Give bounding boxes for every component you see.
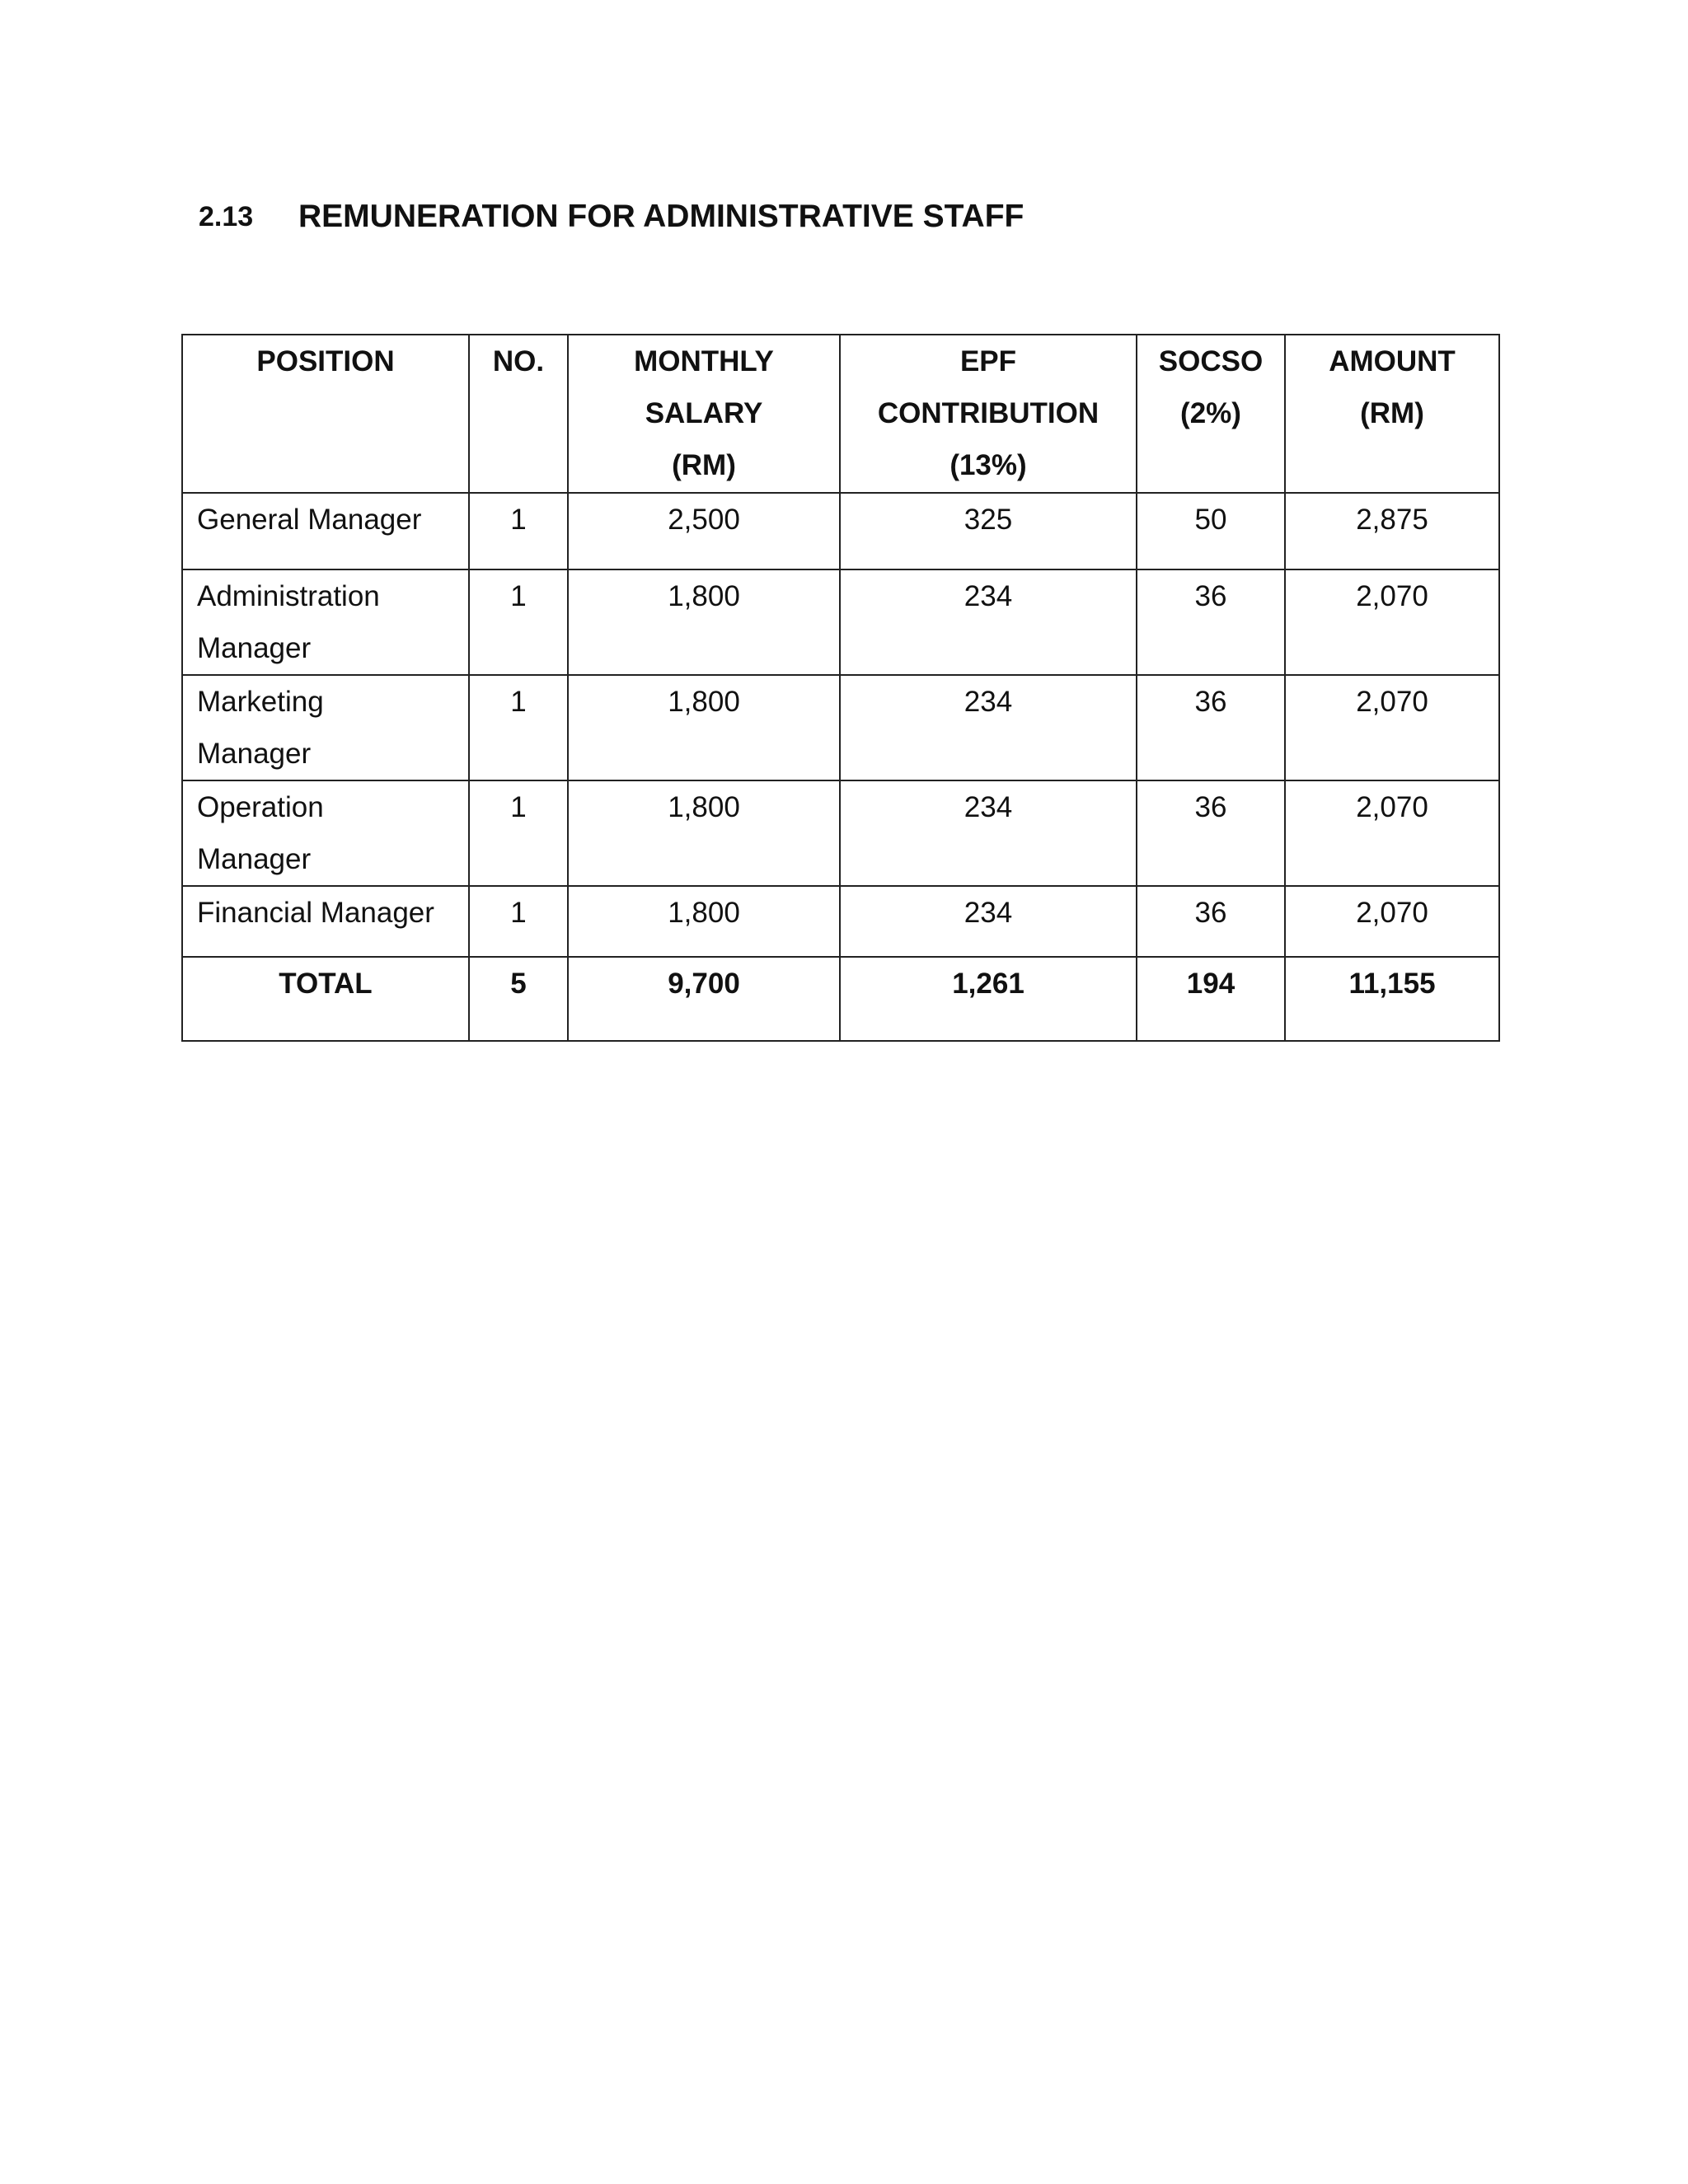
- position-cell: General Manager: [182, 493, 469, 569]
- salary-cell: 1,800: [568, 780, 840, 886]
- no-cell: 1: [469, 569, 568, 675]
- amount-cell: 2,070: [1285, 780, 1499, 886]
- total-socso: 194: [1137, 957, 1285, 1041]
- position-cell: Administration Manager: [182, 569, 469, 675]
- remuneration-table: [181, 334, 1500, 1042]
- salary-cell: 1,800: [568, 569, 840, 675]
- epf-cell: 325: [840, 493, 1137, 569]
- table-row: [182, 886, 1499, 957]
- no-cell: 1: [469, 493, 568, 569]
- header-no: NO.: [469, 335, 568, 493]
- header-row: [182, 335, 1499, 493]
- epf-cell: 234: [840, 569, 1137, 675]
- socso-cell: 50: [1137, 493, 1285, 569]
- position-cell: Operation Manager: [182, 780, 469, 886]
- salary-cell: 2,500: [568, 493, 840, 569]
- header-monthly-salary: MONTHLY SALARY (RM): [568, 335, 840, 493]
- socso-cell: 36: [1137, 675, 1285, 780]
- section-title: REMUNERATION FOR ADMINISTRATIVE STAFF: [298, 199, 1025, 234]
- amount-cell: 2,070: [1285, 886, 1499, 957]
- epf-cell: 234: [840, 886, 1137, 957]
- amount-cell: 2,070: [1285, 569, 1499, 675]
- epf-cell: 234: [840, 675, 1137, 780]
- table-row: [182, 675, 1499, 780]
- total-amount: 11,155: [1285, 957, 1499, 1041]
- amount-cell: 2,070: [1285, 675, 1499, 780]
- table-row: [182, 493, 1499, 569]
- socso-cell: 36: [1137, 780, 1285, 886]
- section-heading: [199, 196, 1024, 237]
- table-row: [182, 780, 1499, 886]
- no-cell: 1: [469, 675, 568, 780]
- header-epf-contribution: EPF CONTRIBUTION (13%): [840, 335, 1137, 493]
- table-row: [182, 569, 1499, 675]
- no-cell: 1: [469, 886, 568, 957]
- header-socso: SOCSO (2%): [1137, 335, 1285, 493]
- section-number: 2.13: [199, 200, 254, 232]
- total-label: TOTAL: [182, 957, 469, 1041]
- salary-cell: 1,800: [568, 675, 840, 780]
- header-position: POSITION: [182, 335, 469, 493]
- total-no: 5: [469, 957, 568, 1041]
- salary-cell: 1,800: [568, 886, 840, 957]
- amount-cell: 2,875: [1285, 493, 1499, 569]
- header-amount: AMOUNT (RM): [1285, 335, 1499, 493]
- total-epf: 1,261: [840, 957, 1137, 1041]
- socso-cell: 36: [1137, 569, 1285, 675]
- total-row: [182, 957, 1499, 1041]
- no-cell: 1: [469, 780, 568, 886]
- position-cell: Financial Manager: [182, 886, 469, 957]
- position-cell: Marketing Manager: [182, 675, 469, 780]
- socso-cell: 36: [1137, 886, 1285, 957]
- epf-cell: 234: [840, 780, 1137, 886]
- total-salary: 9,700: [568, 957, 840, 1041]
